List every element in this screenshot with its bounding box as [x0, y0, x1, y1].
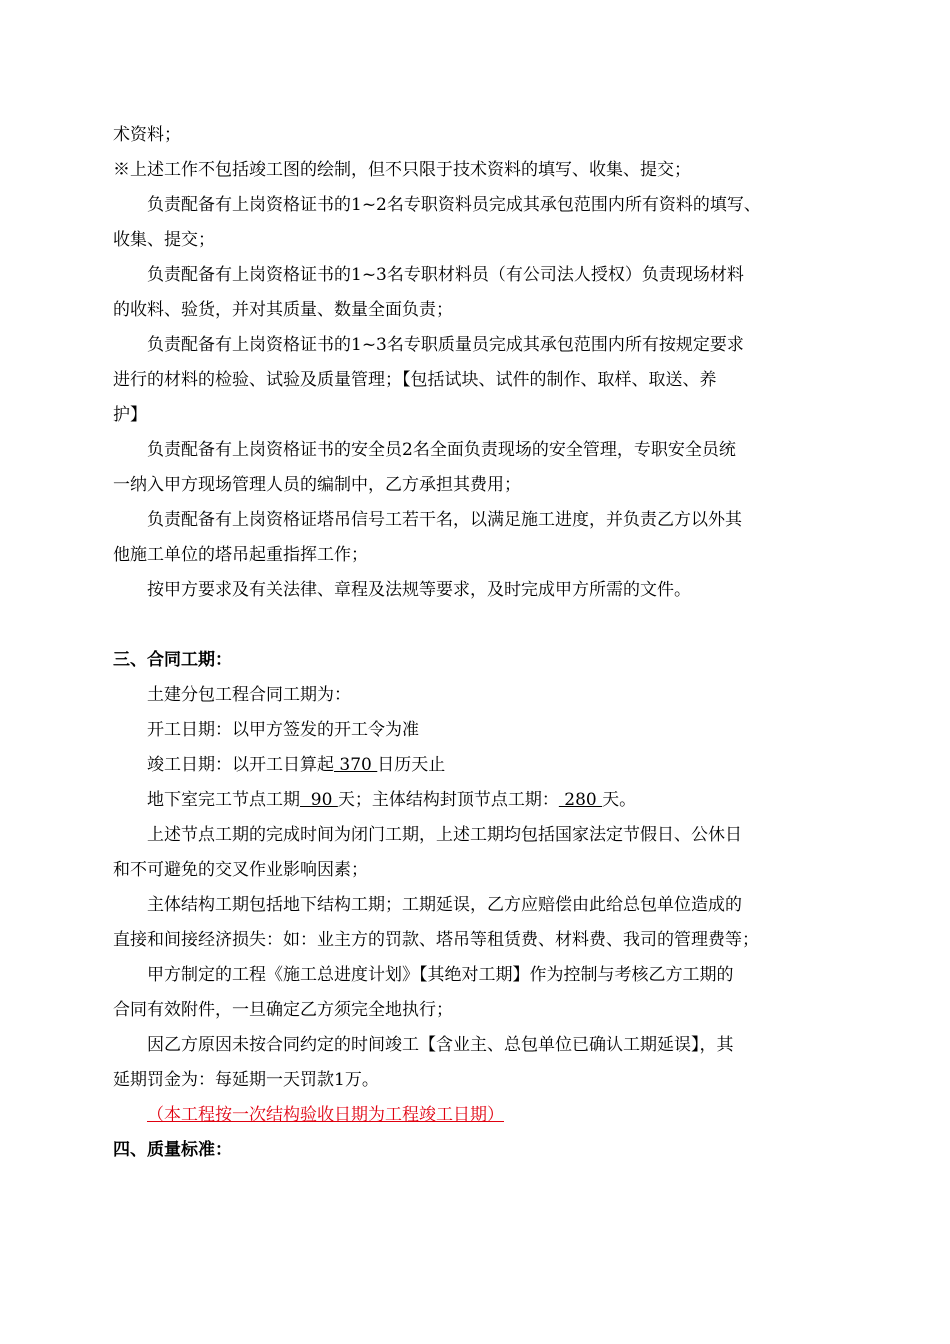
text-line: 负责配备有上岗资格证塔吊信号工若干名，以满足施工进度，并负责乙方以外其: [147, 510, 742, 530]
text-line: 因乙方原因未按合同约定的时间竣工【含业主、总包单位已确认工期延误】，其: [147, 1035, 734, 1055]
text-line: 甲方制定的工程《施工总进度计划》【其绝对工期】作为控制与考核乙方工期的: [147, 965, 734, 985]
text-line: 一纳入甲方现场管理人员的编制中，乙方承担其费用；: [113, 475, 521, 495]
text-line: 负责配备有上岗资格证书的1~2名专职资料员完成其承包范围内所有资料的填写、: [147, 195, 761, 215]
finish-prefix: 竣工日期：以开工日算起: [147, 755, 334, 775]
document-body: [113, 118, 833, 1168]
text-line: 负责配备有上岗资格证书的1~3名专职质量员完成其承包范围内所有按规定要求: [147, 335, 744, 355]
milestone-suffix: 天。: [602, 790, 637, 810]
text-line: 合同有效附件，一旦确定乙方须完全地执行；: [113, 1000, 453, 1020]
text-line: 收集、提交；: [113, 230, 215, 250]
completion-note: （本工程按一次结构验收日期为工程竣工日期）: [147, 1105, 504, 1125]
text-line: 直接和间接经济损失：如：业主方的罚款、塔吊等租赁费、材料费、我司的管理费等；: [113, 930, 759, 950]
text-line: 进行的材料的检验、试验及质量管理；【包括试块、试件的制作、取样、取送、养: [113, 370, 717, 390]
text-line: 护】: [113, 405, 147, 425]
text-line: 上述节点工期的完成时间为闭门工期，上述工期均包括国家法定节假日、公休日: [147, 825, 742, 845]
text-line: 负责配备有上岗资格证书的1~3名专职材料员（有公司法人授权）负责现场材料: [147, 265, 744, 285]
milestone-prefix: 地下室完工节点工期: [147, 790, 300, 810]
start-date-line: 开工日期：以甲方签发的开工令为准: [147, 720, 419, 740]
text-line: 的收料、验货，并对其质量、数量全面负责；: [113, 300, 453, 320]
finish-suffix: 日历天止: [377, 755, 446, 775]
milestone-line: [113, 783, 833, 818]
text-line: 土建分包工程合同工期为：: [147, 685, 351, 705]
milestone-middle: 天；主体结构封顶节点工期：: [337, 790, 559, 810]
finish-days-value: 370: [334, 755, 378, 775]
paragraph-gap: [113, 608, 833, 643]
basement-days-value: 90: [300, 790, 338, 810]
text-line: 负责配备有上岗资格证书的安全员2名全面负责现场的安全管理，专职安全员统: [147, 440, 736, 460]
text-line: 他施工单位的塔吊起重指挥工作；: [113, 545, 368, 565]
text-line: 延期罚金为：每延期一天罚款1万。: [113, 1070, 379, 1090]
section-4-heading: 四、质量标准：: [113, 1140, 232, 1160]
text-line: 主体结构工期包括地下结构工期；工期延误，乙方应赔偿由此给总包单位造成的: [147, 895, 742, 915]
topping-days-value: 280: [558, 790, 603, 810]
text-line: 和不可避免的交叉作业影响因素；: [113, 860, 368, 880]
finish-date-line: [113, 748, 833, 783]
completion-note-line: [113, 1098, 833, 1133]
section-3-heading: 三、合同工期：: [113, 650, 232, 670]
text-line: 按甲方要求及有关法律、章程及法规等要求，及时完成甲方所需的文件。: [147, 580, 691, 600]
text-line: ※上述工作不包括竣工图的绘制，但不只限于技术资料的填写、收集、提交；: [113, 160, 691, 180]
text-line: 术资料；: [113, 125, 181, 145]
